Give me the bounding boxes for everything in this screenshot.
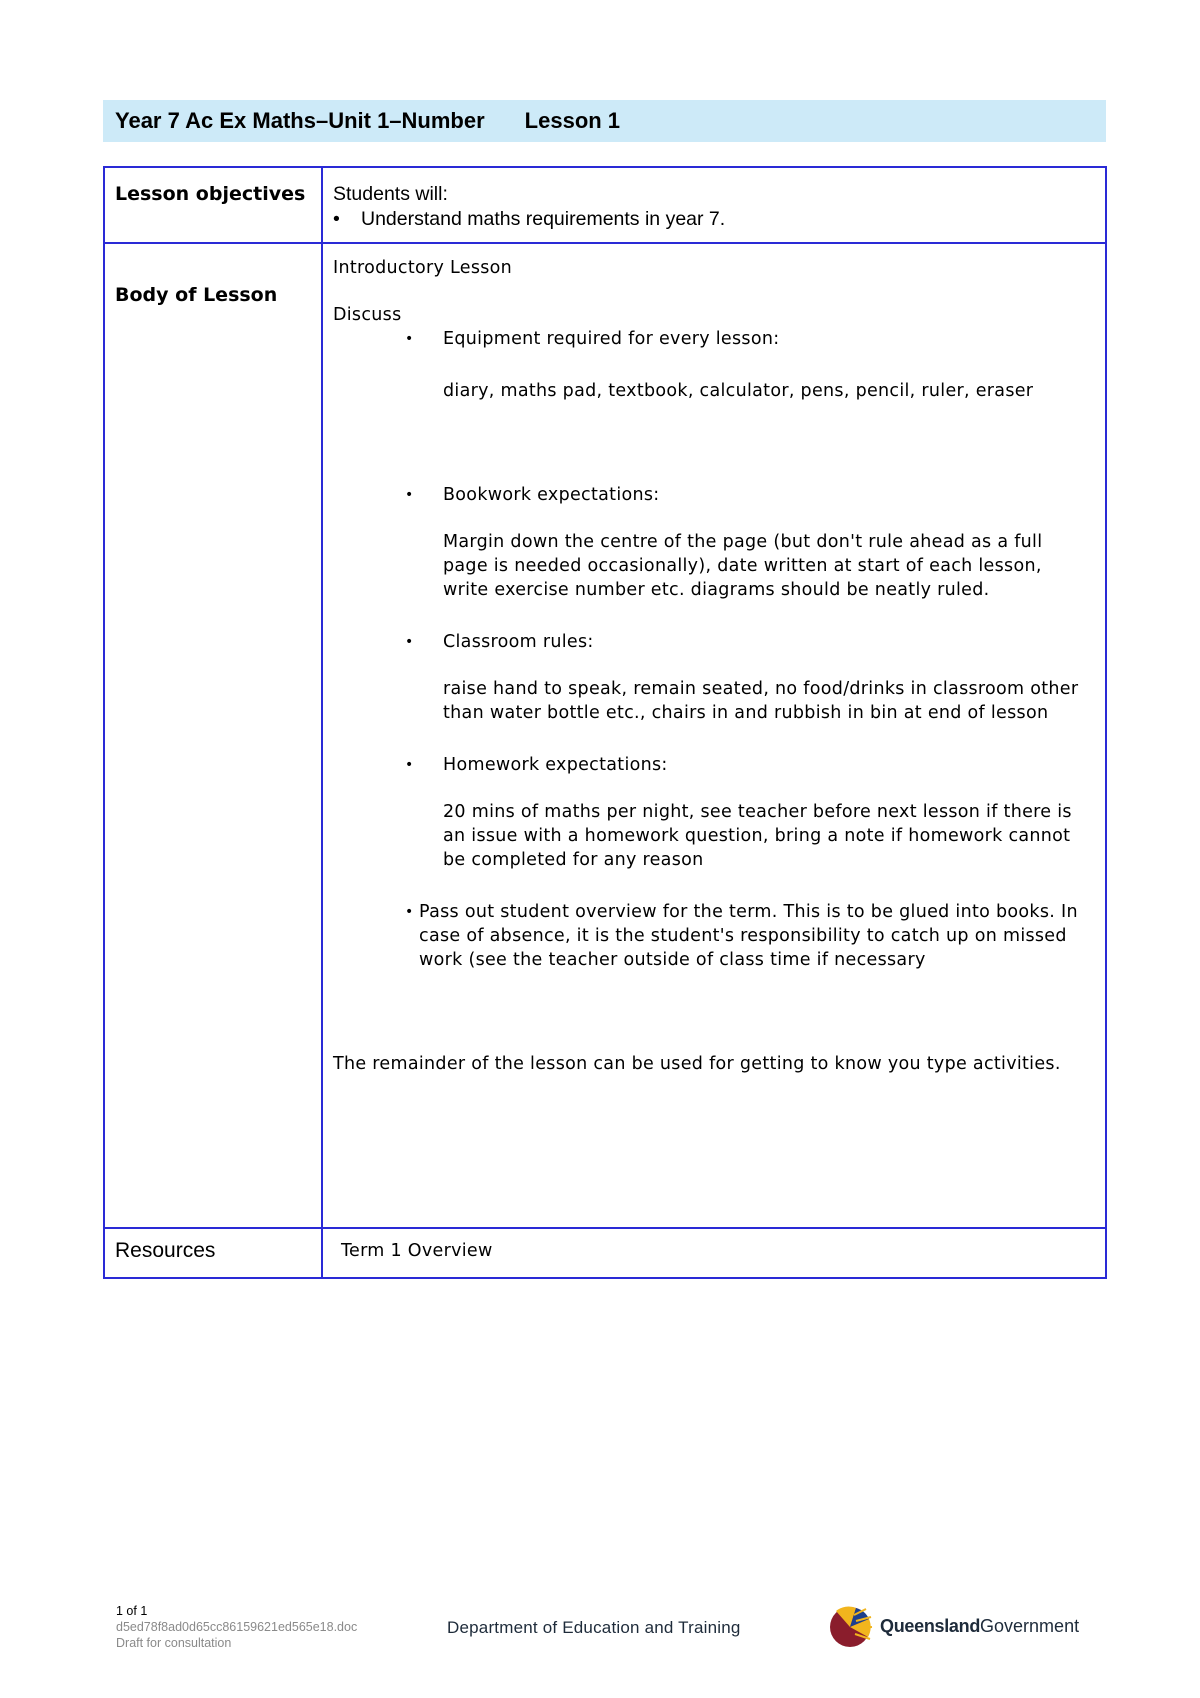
discuss-label: Discuss <box>333 305 402 325</box>
bullet: • <box>405 904 414 920</box>
objective-text: Understand maths requirements in year 7. <box>361 208 726 230</box>
bullet: • <box>405 331 414 347</box>
logo-text-bold: Queensland <box>880 1615 981 1636</box>
discussion-item <box>405 753 1093 777</box>
item-detail: Margin down the centre of the page (but don't rule ahead as a full page is needed occasionally), date written at start of each lesson, write exercise number etc. diagrams should be neatly ruled. <box>443 532 1043 600</box>
queensland-government-logo <box>826 1600 1086 1652</box>
bullet: • <box>405 487 414 503</box>
objectives-content-cell <box>322 167 1106 243</box>
resources-label-cell <box>104 1228 322 1278</box>
objectives-label: Lesson objectives <box>115 183 306 205</box>
footer-meta <box>116 1603 357 1651</box>
logo-text <box>880 1616 1079 1637</box>
logo-text-regular: Government <box>980 1615 1080 1636</box>
item-detail: raise hand to speak, remain seated, no food/drinks in classroom other than water bottle etc., chairs in and rubbish in bin at end of lesson <box>443 679 1079 723</box>
discussion-item <box>405 327 1093 351</box>
resources-content-cell <box>322 1228 1106 1278</box>
page-number: 1 of 1 <box>116 1604 148 1618</box>
body-label: Body of Lesson <box>115 284 278 306</box>
item-detail: 20 mins of maths per night, see teacher before next lesson if there is an issue with a homework question, bring a note if homework cannot be completed for any reason <box>443 802 1072 870</box>
department-name: Department of Education and Training <box>447 1618 741 1637</box>
closing-text: The remainder of the lesson can be used for getting to know you type activities. <box>333 1054 1061 1074</box>
item-heading: Bookwork expectations: <box>443 485 660 505</box>
bullet: • <box>405 634 414 650</box>
bullet: • <box>405 757 414 773</box>
bullet: • <box>333 208 340 230</box>
queensland-crest-icon <box>826 1601 876 1651</box>
resources-row <box>104 1228 1106 1278</box>
item-heading: Pass out student overview for the term. This is to be glued into books. In case of absence, it is the student's responsibility to catch up on missed work (see the teacher outside of class time if necessary <box>419 902 1078 970</box>
resources-value: Term 1 Overview <box>341 1241 493 1261</box>
discussion-item <box>405 630 1093 654</box>
discussion-item <box>405 900 1093 972</box>
item-heading: Equipment required for every lesson: <box>443 329 780 349</box>
objective-item <box>333 207 1095 232</box>
body-label-cell <box>104 243 322 1228</box>
objectives-label-cell <box>104 167 322 243</box>
draft-status: Draft for consultation <box>116 1636 232 1650</box>
lesson-table <box>103 166 1107 1279</box>
item-heading: Homework expectations: <box>443 755 668 775</box>
document-title-bar <box>103 100 1106 142</box>
discussion-item <box>405 483 1093 507</box>
item-detail: diary, maths pad, textbook, calculator, pens, pencil, ruler, eraser <box>443 381 1034 401</box>
item-heading: Classroom rules: <box>443 632 594 652</box>
objectives-row <box>104 167 1106 243</box>
body-row <box>104 243 1106 1228</box>
resources-label: Resources <box>115 1239 216 1262</box>
lesson-number: Lesson 1 <box>524 108 621 133</box>
objectives-intro: Students will: <box>333 183 448 205</box>
file-name: d5ed78f8ad0d65cc86159621ed565e18.doc <box>116 1620 358 1634</box>
document-title: Year 7 Ac Ex Maths–Unit 1–Number <box>115 108 485 133</box>
intro-title: Introductory Lesson <box>333 258 513 278</box>
body-content-cell <box>322 243 1106 1228</box>
